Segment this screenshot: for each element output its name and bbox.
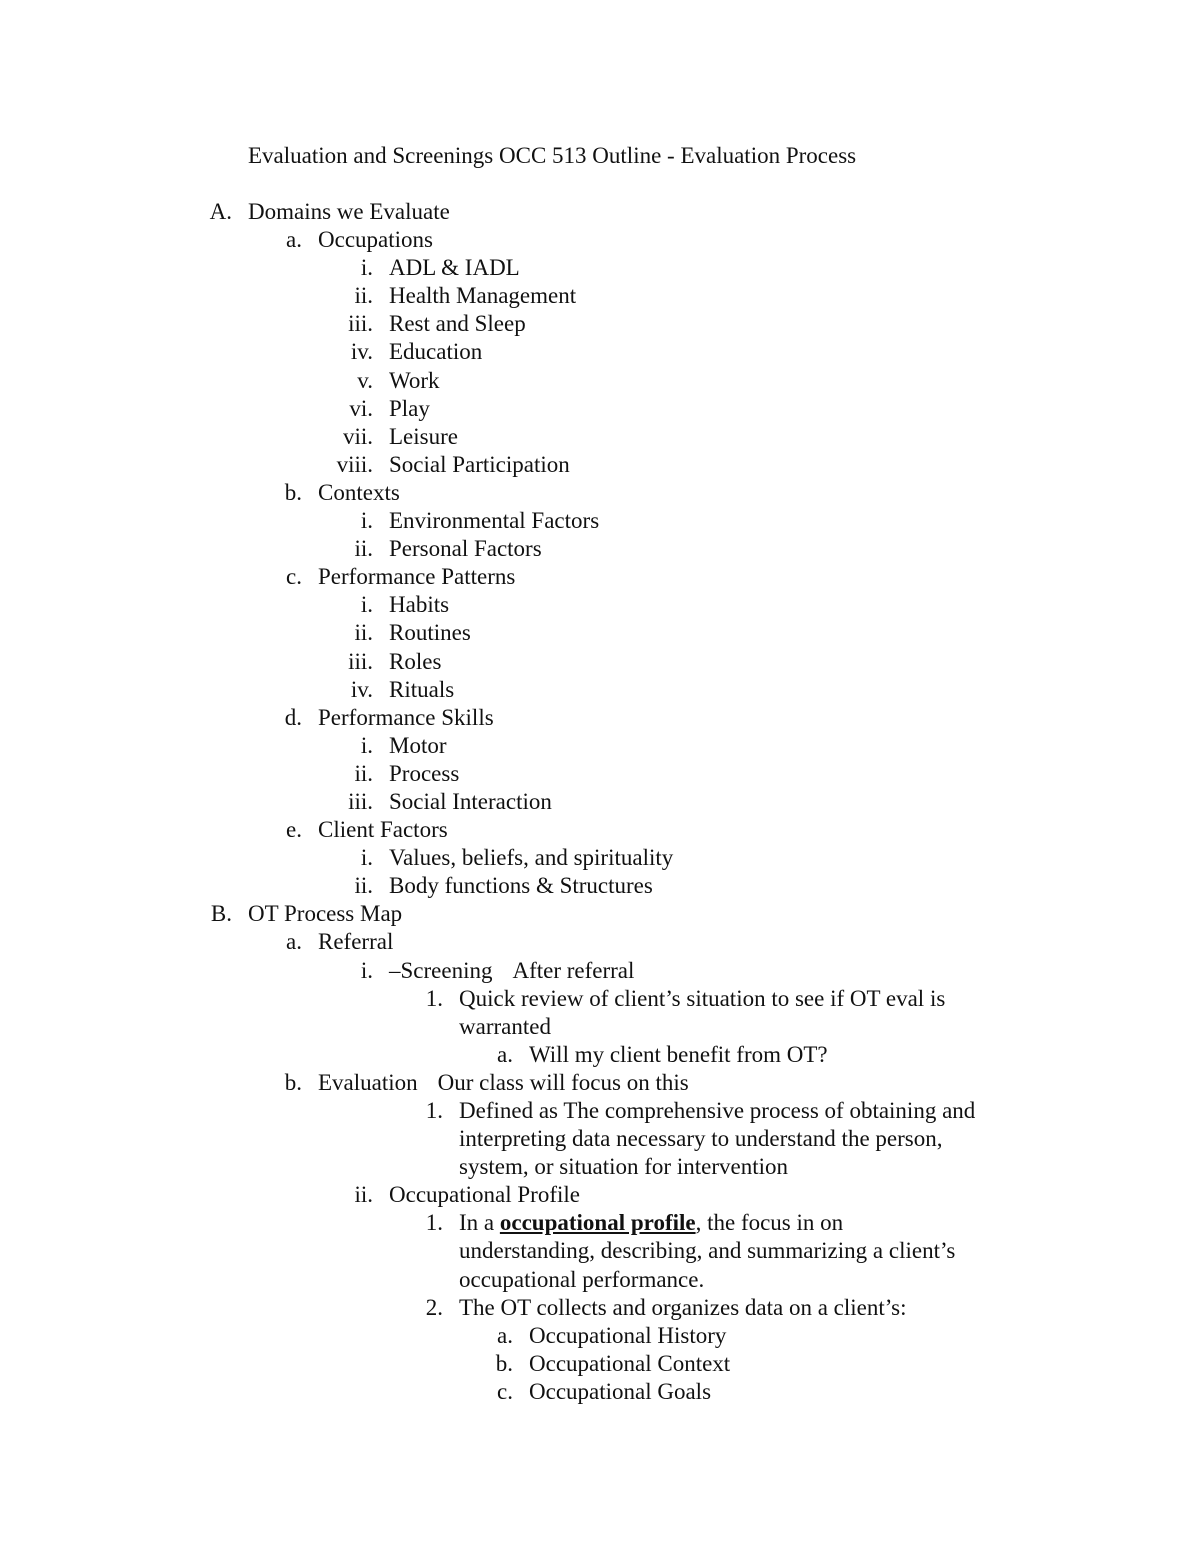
outline-marker: b.: [284, 479, 302, 505]
outline-marker: iii.: [348, 311, 373, 337]
outline-text: [389, 338, 482, 366]
outline-text-main: Process: [389, 760, 460, 786]
outline-text: [318, 704, 494, 732]
outline-text-main: Environmental Factors: [389, 508, 600, 534]
outline-item: [0, 1125, 1200, 1153]
outline-text-main: Performance Patterns: [318, 564, 516, 590]
outline-text-main: Occupations: [318, 227, 433, 253]
outline-item: [0, 816, 1200, 844]
outline-text: [459, 1153, 788, 1181]
outline-text-main: Social Interaction: [389, 788, 552, 814]
outline-marker: b.: [495, 1350, 513, 1376]
outline-text: [318, 479, 400, 507]
outline-marker: viii.: [336, 451, 373, 477]
outline-text-main: Contexts: [318, 479, 400, 505]
outline-item: [0, 1266, 1200, 1294]
outline-text-main: Occupational Goals: [529, 1378, 712, 1404]
outline-item: [0, 535, 1200, 563]
outline-text: [459, 1237, 955, 1265]
outline-item: [0, 760, 1200, 788]
outline-item: [0, 1069, 1200, 1097]
outline-text-main: Rest and Sleep: [389, 311, 526, 337]
outline-item: [0, 1378, 1200, 1406]
outline-marker: a.: [497, 1322, 513, 1348]
outline-item: [0, 507, 1200, 535]
outline-item: [0, 338, 1200, 366]
outline-text: [459, 1266, 704, 1294]
outline-list: [0, 198, 1200, 1406]
outline-marker: e.: [286, 817, 302, 843]
outline-text: [529, 1350, 730, 1378]
outline-text-main: Body functions & Structures: [389, 873, 653, 899]
outline-text: [318, 226, 433, 254]
outline-text-main: OT Process Map: [248, 901, 403, 927]
outline-item: [0, 451, 1200, 479]
outline-text-main: The OT collects and organizes data on a client’s:: [459, 1294, 907, 1320]
outline-marker: c.: [497, 1378, 513, 1404]
outline-marker: c.: [286, 564, 302, 590]
outline-text: [389, 282, 576, 310]
outline-item: [0, 619, 1200, 647]
outline-text: [389, 1181, 580, 1209]
outline-text-main: Performance Skills: [318, 704, 494, 730]
outline-text: [389, 423, 458, 451]
outline-text-main: Social Participation: [389, 451, 570, 477]
outline-item: [0, 732, 1200, 760]
outline-marker: i.: [360, 508, 373, 534]
outline-text-main: occupational performance.: [459, 1266, 705, 1292]
outline-text-main: –Screening: [389, 957, 493, 983]
outline-text-main: Work: [389, 367, 440, 393]
outline-item: [0, 479, 1200, 507]
outline-text-main: Motor: [389, 732, 447, 758]
outline-text-lead: In a: [459, 1210, 500, 1236]
outline-marker: i.: [360, 845, 373, 871]
outline-text: [389, 310, 526, 338]
outline-text: [389, 732, 447, 760]
outline-item: [0, 254, 1200, 282]
outline-marker: iii.: [348, 788, 373, 814]
outline-marker: i.: [360, 592, 373, 618]
outline-text: [318, 928, 393, 956]
outline-marker: iv.: [350, 676, 373, 702]
outline-text: [389, 619, 471, 647]
outline-text-main: Routines: [389, 620, 471, 646]
outline-marker: vii.: [342, 423, 373, 449]
outline-side-note: After referral: [512, 957, 635, 983]
outline-item: [0, 591, 1200, 619]
outline-text-main: understanding, describing, and summarizing a client’s: [459, 1238, 956, 1264]
outline-item: [0, 1209, 1200, 1237]
outline-marker: a.: [286, 227, 302, 253]
outline-text-main: , the focus in on: [695, 1210, 844, 1236]
outline-item: [0, 310, 1200, 338]
outline-item: [0, 1041, 1200, 1069]
outline-text: [389, 591, 449, 619]
outline-text: [318, 563, 515, 591]
outline-text: [389, 760, 459, 788]
outline-marker: i.: [360, 732, 373, 758]
emphasized-term: occupational profile: [499, 1210, 696, 1236]
outline-item: [0, 788, 1200, 816]
outline-item: [0, 198, 1200, 226]
outline-text: [459, 1294, 907, 1322]
outline-item: [0, 957, 1200, 985]
outline-item: [0, 282, 1200, 310]
outline-item: [0, 985, 1200, 1013]
outline-text-main: Education: [389, 339, 483, 365]
outline-text: [389, 957, 634, 985]
outline-text-main: Will my client benefit from OT?: [529, 1041, 828, 1067]
outline-item: [0, 423, 1200, 451]
outline-text: [389, 872, 653, 900]
outline-item: [0, 1322, 1200, 1350]
outline-marker: v.: [357, 367, 373, 393]
outline-marker: iii.: [348, 648, 373, 674]
outline-text-main: Roles: [389, 648, 442, 674]
outline-text: [529, 1322, 726, 1350]
outline-text: [318, 1069, 689, 1097]
outline-text: [459, 1209, 843, 1237]
outline-item: [0, 563, 1200, 591]
outline-text-main: interpreting data necessary to understand the person,: [459, 1126, 943, 1152]
outline-text: [389, 648, 441, 676]
outline-text-main: ADL & IADL: [389, 255, 520, 281]
outline-text: [389, 367, 440, 395]
outline-text: [459, 985, 945, 1013]
outline-item: [0, 1237, 1200, 1265]
outline-text-main: warranted: [459, 1013, 551, 1039]
outline-item: [0, 1350, 1200, 1378]
outline-text-main: Domains we Evaluate: [248, 199, 450, 224]
outline-item: [0, 928, 1200, 956]
outline-text-main: Occupational Context: [529, 1350, 731, 1376]
outline-marker: 1.: [425, 1210, 443, 1236]
outline-text-main: Evaluation: [318, 1069, 418, 1095]
outline-text: [389, 535, 542, 563]
outline-text: [389, 395, 430, 423]
outline-text-main: Quick review of client’s situation to see if OT eval is: [459, 985, 946, 1011]
outline-text: [529, 1041, 828, 1069]
outline-marker: iv.: [350, 339, 373, 365]
outline-marker: ii.: [354, 1182, 373, 1208]
outline-text: [248, 900, 402, 928]
outline-text-main: Rituals: [389, 676, 455, 702]
outline-item: [0, 395, 1200, 423]
outline-text: [459, 1125, 942, 1153]
outline-item: [0, 1153, 1200, 1181]
outline-marker: 1.: [425, 1098, 443, 1123]
outline-text-main: system, or situation for intervention: [459, 1154, 788, 1180]
outline-text: [318, 816, 448, 844]
outline-text-main: Defined as The comprehensive process of obtaining and: [459, 1098, 976, 1123]
outline-text: [389, 254, 520, 282]
outline-marker: ii.: [354, 760, 373, 786]
outline-item: [0, 1013, 1200, 1041]
outline-marker: B.: [210, 901, 232, 927]
outline-text-main: Occupational History: [529, 1322, 727, 1348]
outline-marker: ii.: [354, 536, 373, 562]
outline-text-main: Health Management: [389, 283, 577, 309]
outline-text: [389, 451, 570, 479]
outline-marker: ii.: [354, 873, 373, 899]
outline-text-main: Habits: [389, 592, 450, 618]
outline-text-main: Occupational Profile: [389, 1182, 580, 1208]
outline-marker: ii.: [354, 620, 373, 646]
outline-marker: a.: [497, 1041, 513, 1067]
outline-text: [389, 844, 673, 872]
outline-text-main: Leisure: [389, 423, 458, 449]
outline-marker: d.: [284, 704, 302, 730]
outline-text: [248, 198, 450, 226]
outline-text: [459, 1097, 975, 1125]
outline-item: [0, 1097, 1200, 1125]
outline-text-main: Referral: [318, 929, 394, 955]
outline-text: [529, 1378, 711, 1406]
outline-item: [0, 1294, 1200, 1322]
outline-text-main: Personal Factors: [389, 536, 542, 562]
outline-marker: vi.: [349, 395, 373, 421]
outline-text-main: Play: [389, 395, 430, 421]
outline-text: [389, 788, 552, 816]
outline-side-note: Our class will focus on this: [437, 1069, 689, 1095]
outline-item: [0, 1181, 1200, 1209]
outline-marker: b.: [284, 1069, 302, 1095]
outline-item: [0, 844, 1200, 872]
outline-item: [0, 226, 1200, 254]
outline-text: [389, 507, 599, 535]
outline-marker: a.: [286, 929, 302, 955]
page-title: Evaluation and Screenings OCC 513 Outline - Evaluation Process: [248, 143, 857, 168]
outline-text: [389, 676, 454, 704]
outline-item: [0, 900, 1200, 928]
outline-marker: 2.: [425, 1294, 443, 1320]
outline-item: [0, 704, 1200, 732]
outline-marker: 1.: [425, 985, 443, 1011]
outline-text: [459, 1013, 551, 1041]
outline-marker: i.: [360, 957, 373, 983]
outline-item: [0, 648, 1200, 676]
outline-item: [0, 367, 1200, 395]
outline-item: [0, 676, 1200, 704]
outline-text-main: Values, beliefs, and spirituality: [389, 845, 674, 871]
outline-marker: i.: [360, 255, 373, 281]
outline-text-main: Client Factors: [318, 817, 448, 843]
outline-item: [0, 872, 1200, 900]
outline-marker: ii.: [354, 283, 373, 309]
outline-marker: A.: [209, 199, 232, 224]
